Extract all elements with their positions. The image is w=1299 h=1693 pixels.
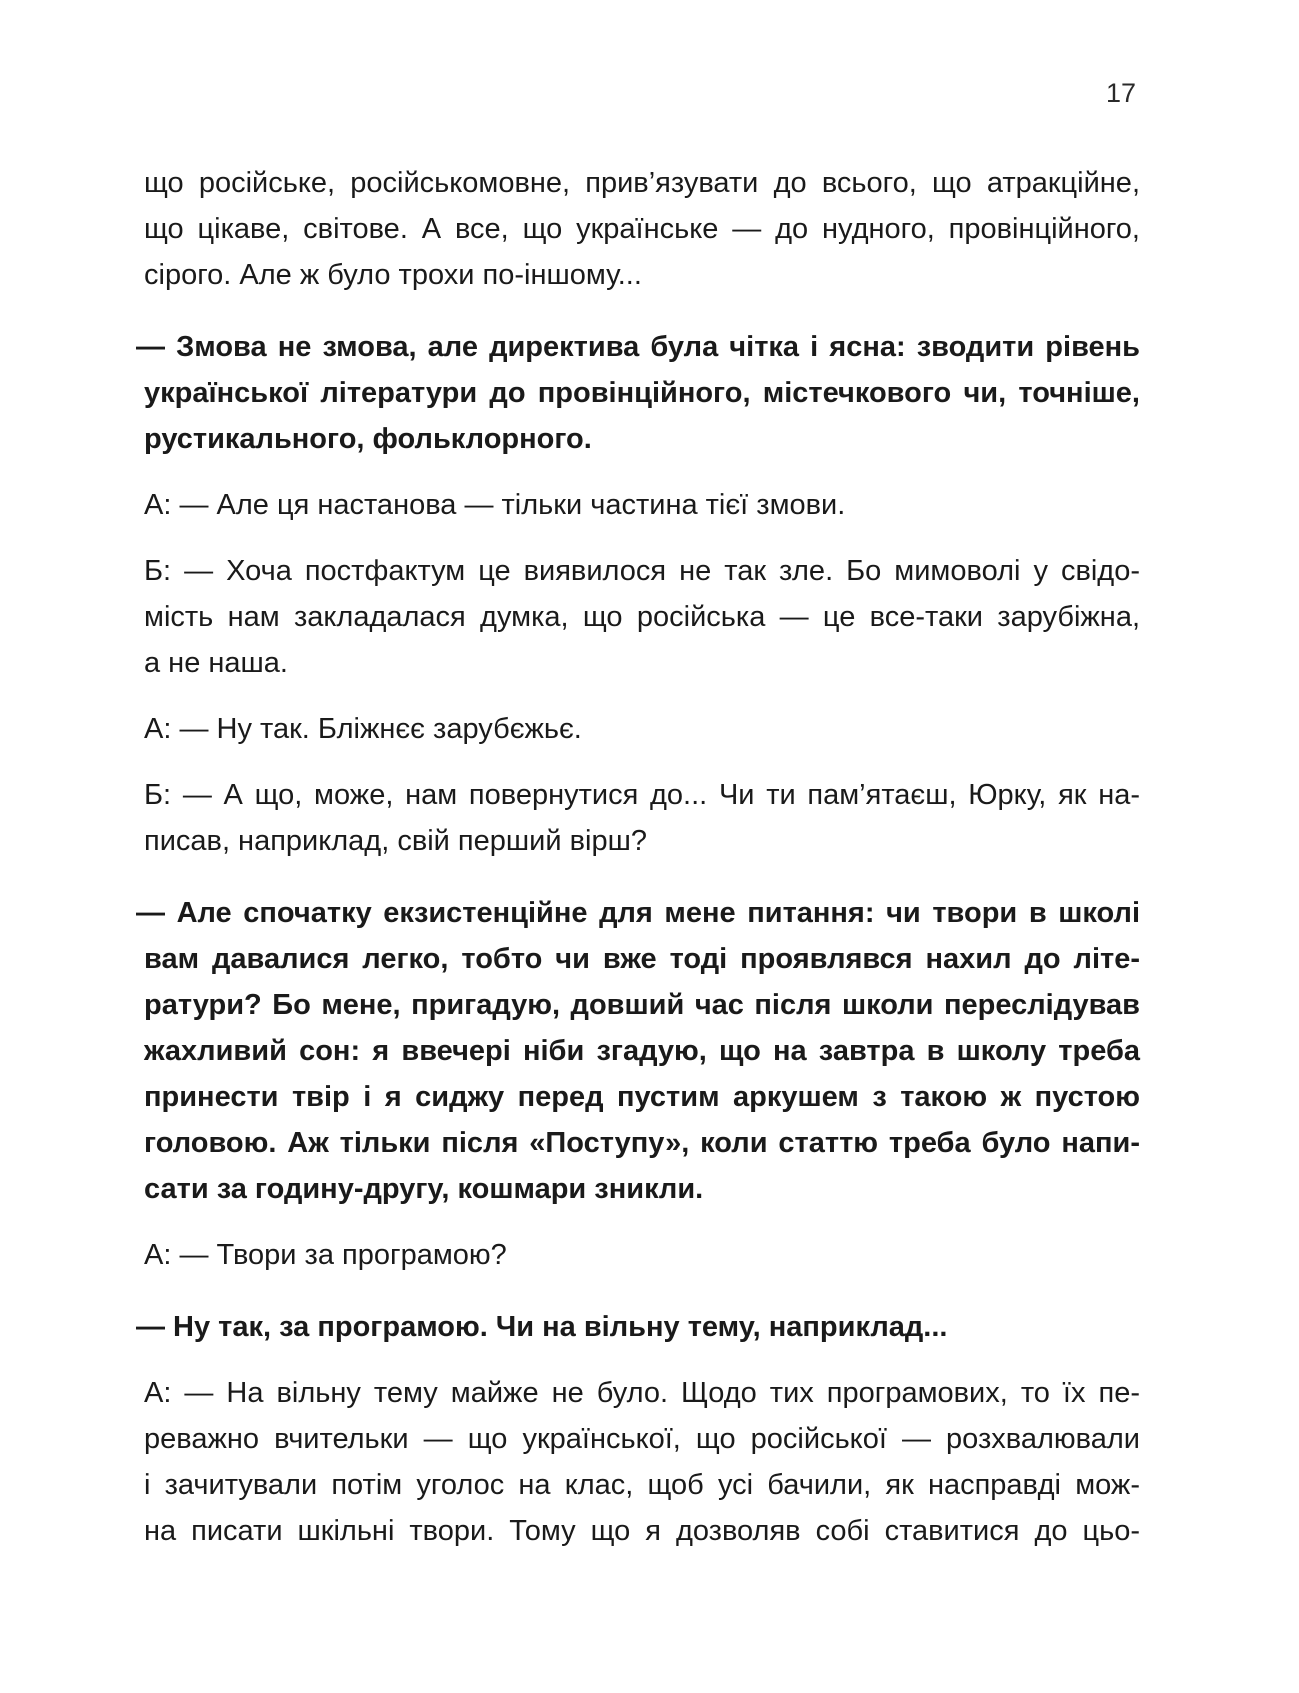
text-line: мість нам закладалася думка, що російська — це все-таки зарубіжна, bbox=[144, 601, 1140, 633]
text-line: сірого. Але ж було трохи по-іншому... bbox=[144, 259, 642, 291]
paragraph-question bbox=[136, 324, 1140, 462]
paragraph-question bbox=[136, 1304, 1140, 1350]
text-line: і зачитували потім уголос на клас, щоб усі бачили, як насправді мож- bbox=[144, 1469, 1140, 1501]
text-line: А: — Ну так. Бліжнєє зарубєжьє. bbox=[144, 713, 582, 745]
text-line: писав, наприклад, свій перший вірш? bbox=[144, 825, 647, 857]
text-line: А: — На вільну тему майже не було. Щодо тих програмових, то їх пе- bbox=[144, 1377, 1140, 1409]
text-line: на писати шкільні твори. Тому що я дозволяв собі ставитися до цьо- bbox=[144, 1515, 1140, 1547]
paragraph-answer bbox=[144, 706, 1140, 752]
text-line: — Але спочатку екзистенційне для мене питання: чи твори в школі bbox=[136, 897, 1140, 929]
text-line: вам давалися легко, тобто чи вже тоді проявлявся нахил до літе- bbox=[144, 943, 1140, 975]
paragraph-answer bbox=[144, 548, 1140, 686]
text-line: — Ну так, за програмою. Чи на вільну тему, наприклад... bbox=[136, 1311, 948, 1343]
text-line: ратури? Бо мене, пригадую, довший час після школи переслідував bbox=[144, 989, 1140, 1021]
text-line: а не наша. bbox=[144, 647, 288, 679]
paragraph-answer bbox=[144, 1232, 1140, 1278]
text-line: головою. Аж тільки після «Поступу», коли статтю треба було напи- bbox=[144, 1127, 1140, 1159]
paragraph-answer bbox=[144, 772, 1140, 864]
text-line: — Змова не змова, але директива була чітка і ясна: зводити рівень bbox=[136, 331, 1140, 363]
paragraph-question bbox=[136, 890, 1140, 1212]
page-number: 17 bbox=[1105, 78, 1136, 108]
text-line: що цікаве, світове. А все, що українське — до нудного, провінційного, bbox=[144, 213, 1140, 245]
text-line: Б: — А що, може, нам повернутися до... Чи ти пам’ятаєш, Юрку, як на- bbox=[144, 779, 1140, 811]
text-line: реважно вчительки — що української, що російської — розхвалювали bbox=[144, 1423, 1140, 1455]
paragraph-answer bbox=[144, 482, 1140, 528]
text-line: рустикального, фольклорного. bbox=[144, 423, 592, 455]
paragraph-answer bbox=[144, 160, 1140, 298]
text-line: що російське, російськомовне, прив’язувати до всього, що атракційне, bbox=[144, 167, 1140, 199]
text-line: А: — Твори за програмою? bbox=[144, 1239, 507, 1271]
text-line: А: — Але ця настанова — тільки частина тієї змови. bbox=[144, 489, 846, 521]
paragraph-answer bbox=[144, 1370, 1140, 1554]
text-line: жахливий сон: я ввечері ніби згадую, що на завтра в школу треба bbox=[144, 1035, 1140, 1067]
text-line: української літератури до провінційного, містечкового чи, точніше, bbox=[144, 377, 1140, 409]
text-column bbox=[136, 160, 1140, 1554]
text-line: сати за годину-другу, кошмари зникли. bbox=[144, 1173, 704, 1205]
text-line: принести твір і я сиджу перед пустим аркушем з такою ж пустою bbox=[144, 1081, 1140, 1113]
text-line: Б: — Хоча постфактум це виявилося не так зле. Бо мимоволі у свідо- bbox=[144, 555, 1140, 587]
